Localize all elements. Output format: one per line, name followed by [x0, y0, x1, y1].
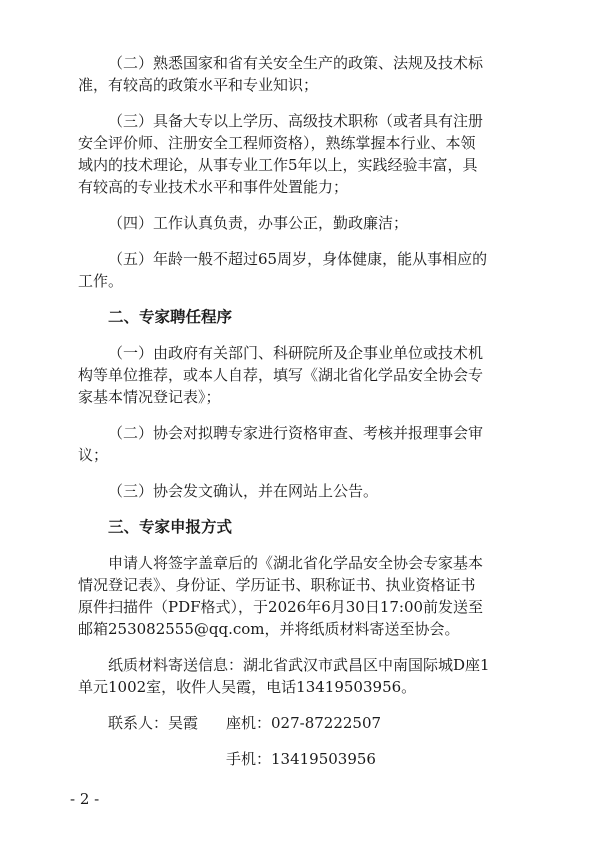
application-paragraph-cont: 情况登记表》、身份证、学历证书、职称证书、执业资格证书 — [78, 576, 476, 594]
requirement-item-5: （五）年龄一般不超过65周岁，身体健康，能从事相应的 — [108, 250, 488, 268]
contact-person: 联系人：吴霞 — [108, 714, 199, 732]
requirement-item-3-cont: 安全评价师、注册安全工程师资格），熟练掌握本行业、本领 — [78, 134, 476, 152]
mailing-info-cont: 单元1002室，收件人吴霞，电话13419503956。 — [78, 678, 417, 696]
mailing-info: 纸质材料寄送信息：湖北省武汉市武昌区中南国际城D座1 — [108, 656, 490, 674]
requirement-item-4: （四）工作认真负责，办事公正，勤政廉洁； — [108, 214, 409, 232]
requirement-item-2-cont: 准，有较高的政策水平和专业知识； — [78, 76, 319, 94]
procedure-item-2-cont: 议； — [78, 446, 109, 464]
requirement-item-5-cont: 工作。 — [78, 272, 124, 290]
contact-row — [108, 712, 528, 734]
requirement-item-3-cont: 域内的技术理论，从事专业工作5年以上，实践经验丰富，具 — [78, 156, 478, 174]
section-heading-application: 三、专家申报方式 — [108, 518, 233, 536]
contact-landline: 座机：027-87222507 — [226, 714, 382, 732]
requirement-item-3: （三）具备大专以上学历、高级技术职称（或者具有注册 — [108, 112, 484, 130]
page-number: - 2 - — [70, 790, 100, 808]
procedure-item-2: （二）协会对拟聘专家进行资格审查、考核并报理事会审 — [108, 424, 484, 442]
procedure-item-1-cont: 构等单位推荐，或本人自荐，填写《湖北省化学品安全协会专 — [78, 366, 484, 384]
contact-mobile: 手机：13419503956 — [226, 750, 376, 768]
procedure-item-1: （一）由政府有关部门、科研院所及企事业单位或技术机 — [108, 344, 484, 362]
section-heading-appointment: 二、专家聘任程序 — [108, 308, 233, 326]
document-body — [78, 52, 528, 770]
procedure-item-1-cont: 家基本情况登记表》； — [78, 388, 221, 406]
requirement-item-2: （二）熟悉国家和省有关安全生产的政策、法规及技术标 — [108, 54, 484, 72]
procedure-item-3: （三）协会发文确认，并在网站上公告。 — [108, 482, 379, 500]
application-paragraph-cont: 邮箱253082555@qq.com，并将纸质材料寄送至协会。 — [78, 620, 460, 638]
application-paragraph-cont: 原件扫描件（PDF格式），于2026年6月30日17:00前发送至 — [78, 598, 484, 616]
requirement-item-3-cont: 有较高的专业技术水平和事件处置能力； — [78, 178, 349, 196]
application-paragraph: 申请人将签字盖章后的《湖北省化学品安全协会专家基本 — [108, 554, 484, 572]
